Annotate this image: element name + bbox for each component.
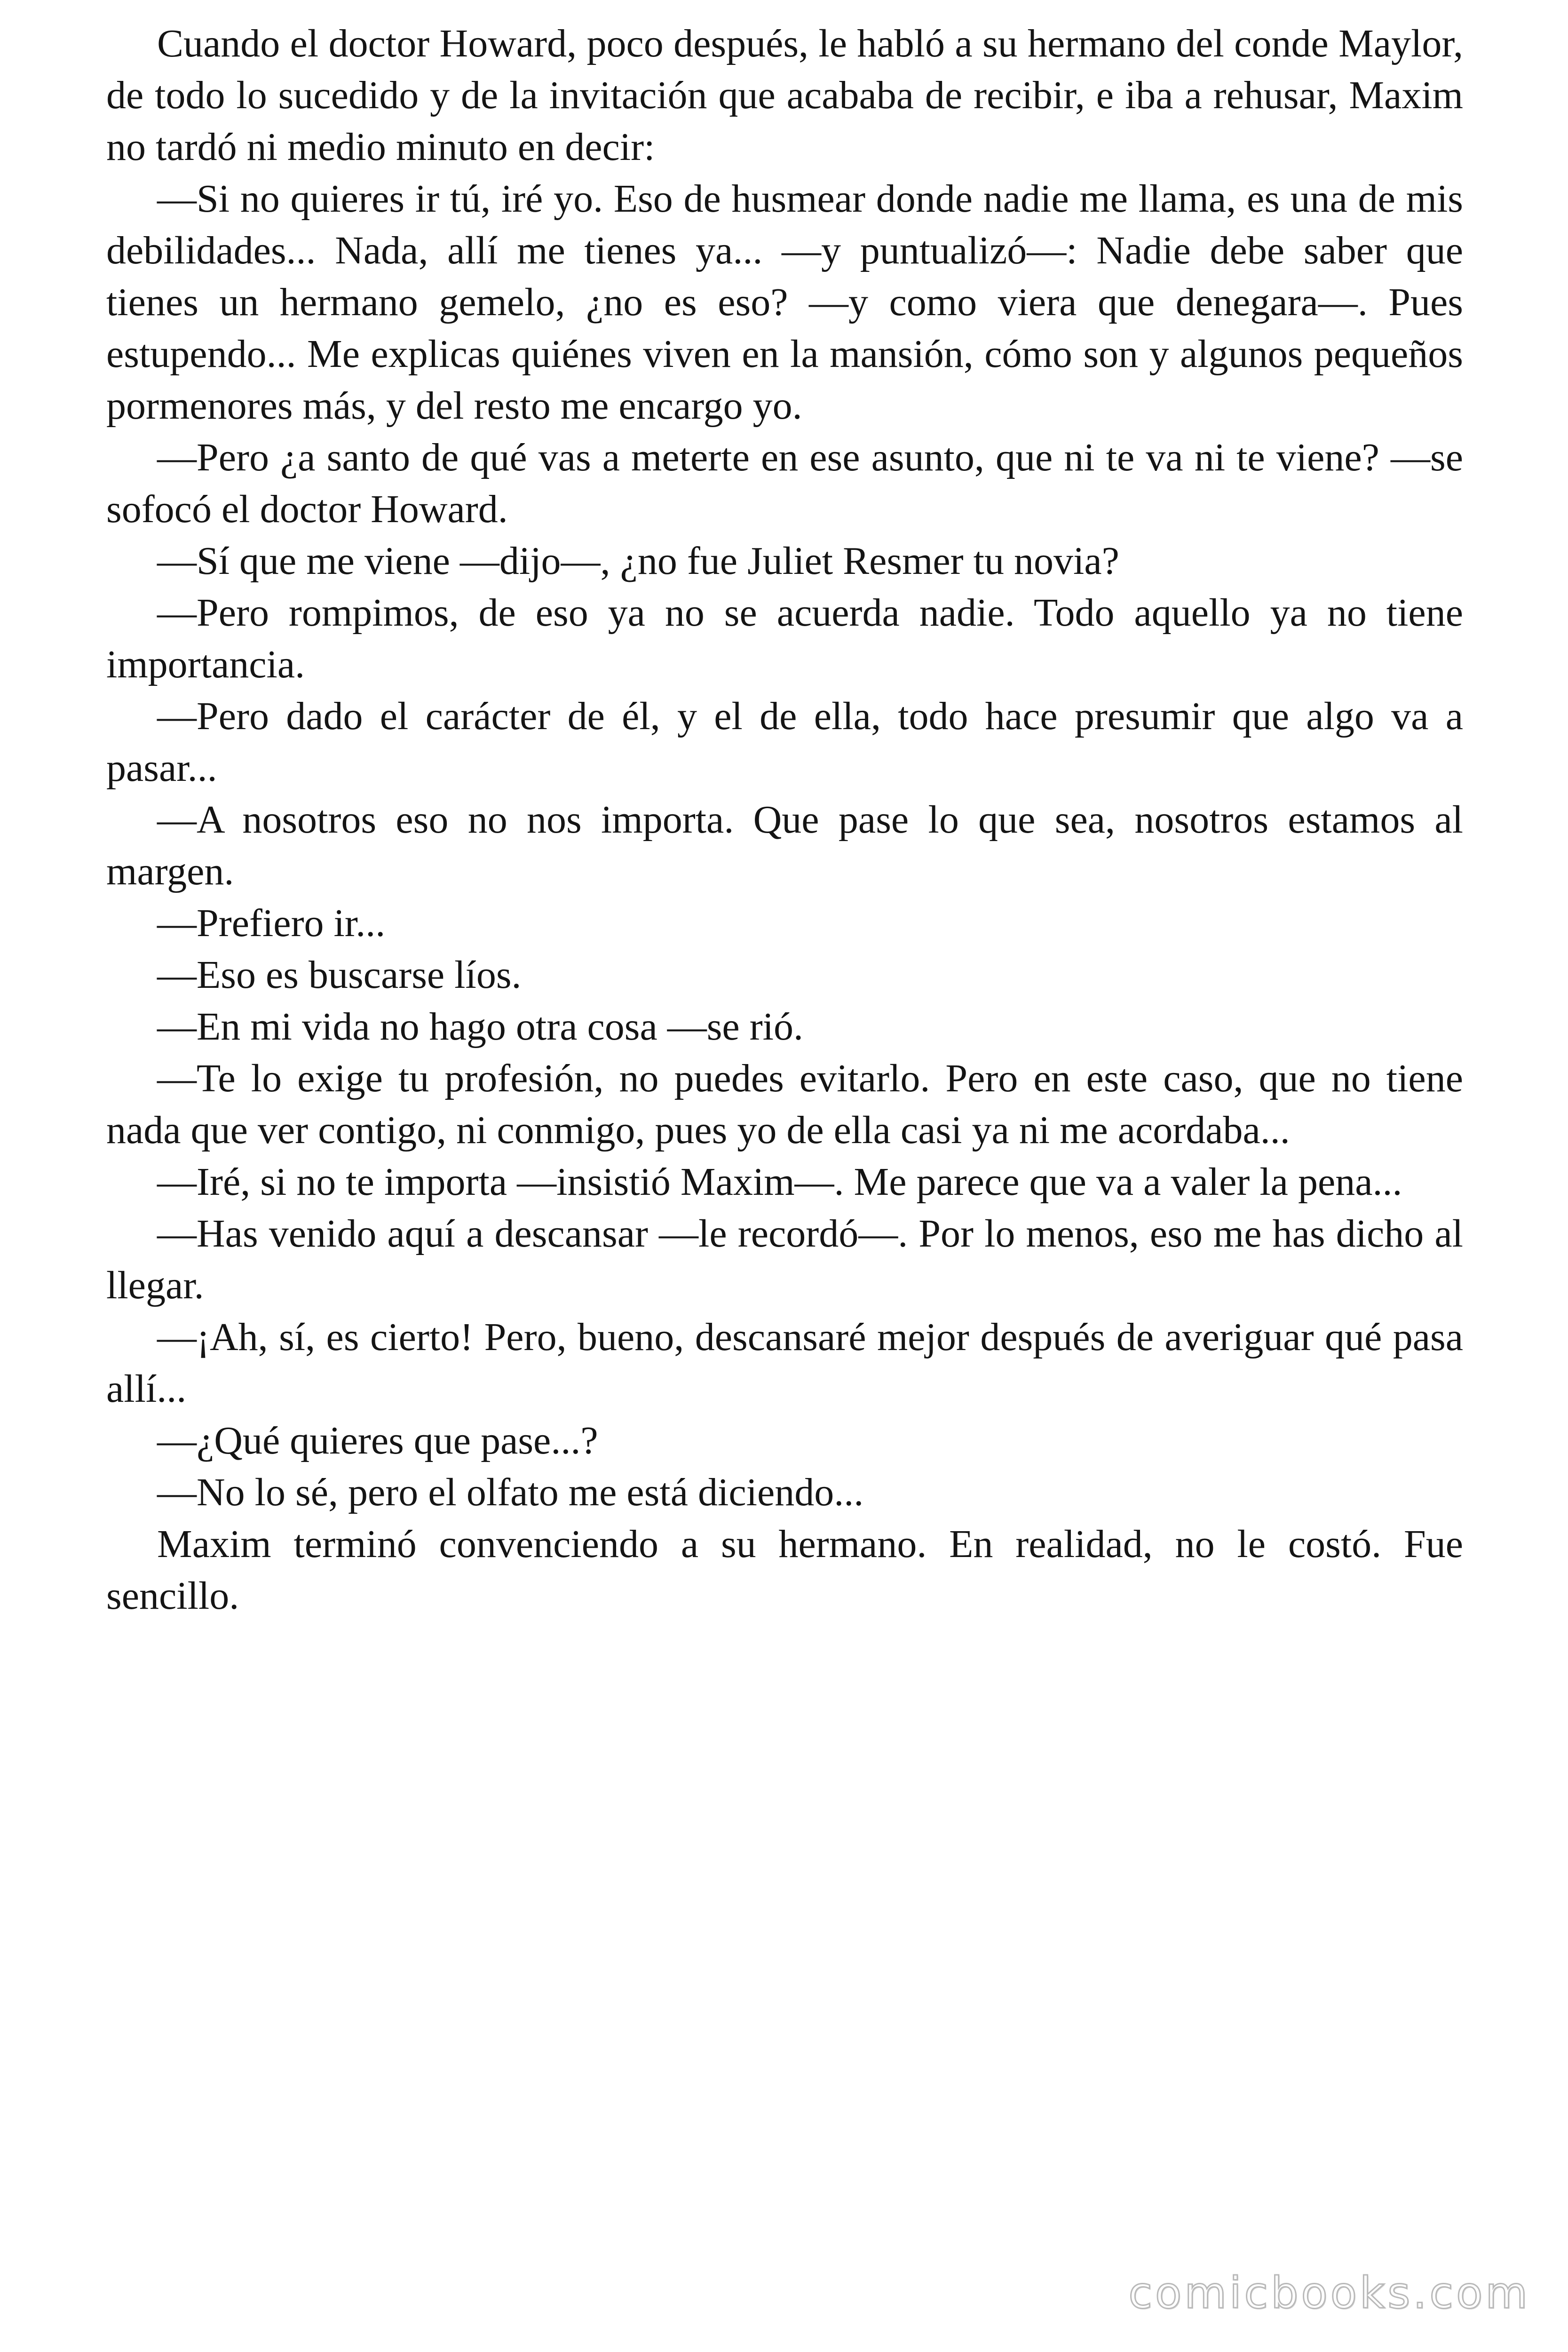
paragraph-8: —Prefiero ir...	[157, 901, 386, 945]
watermark-logo: comicbooks.com	[1128, 2268, 1530, 2318]
paragraph-14: —¡Ah, sí, es cierto! Pero, bueno, descansaré mejor después de averiguar qué pasa allí...	[106, 1315, 1463, 1411]
paragraph-9: —Eso es buscarse líos.	[157, 953, 522, 997]
paragraph-16: —No lo sé, pero el olfato me está diciendo...	[157, 1470, 864, 1514]
paragraph-12: —Iré, si no te importa —insistió Maxim—. Me parece que va a valer la pena...	[157, 1160, 1402, 1204]
paragraph-3: —Pero ¿a santo de qué vas a meterte en ese asunto, que ni te va ni te viene? —se sofocó el doctor Howard.	[106, 436, 1463, 531]
paragraph-2: —Si no quieres ir tú, iré yo. Eso de husmear donde nadie me llama, es una de mis debilidades... Nada, allí me tienes ya... —y puntualizó—: Nadie debe saber que tienes un hermano gemelo, ¿no es eso? —y como viera que denegara—. Pues estupendo... Me explicas quiénes viven en la mansión, cómo son y algunos pequeños pormenores más, y del resto me encargo yo.	[106, 177, 1463, 428]
paragraph-5: —Pero rompimos, de eso ya no se acuerda nadie. Todo aquello ya no tiene importancia.	[106, 591, 1463, 686]
page-body-text	[106, 18, 1463, 1622]
paragraph-11: —Te lo exige tu profesión, no puedes evitarlo. Pero en este caso, que no tiene nada que ver contigo, ni conmigo, pues yo de ella casi ya ni me acordaba...	[106, 1057, 1463, 1152]
paragraph-1: Cuando el doctor Howard, poco después, le habló a su hermano del conde Maylor, de todo lo sucedido y de la invitación que acababa de recibir, e iba a rehusar, Maxim no tardó ni medio minuto en decir:	[106, 22, 1463, 169]
paragraph-15: —¿Qué quieres que pase...?	[157, 1419, 598, 1462]
paragraph-13: —Has venido aquí a descansar —le recordó—. Por lo menos, eso me has dicho al llegar.	[106, 1212, 1463, 1307]
paragraph-4: —Sí que me viene —dijo—, ¿no fue Juliet Resmer tu novia?	[157, 539, 1119, 583]
paragraph-10: —En mi vida no hago otra cosa —se rió.	[157, 1005, 804, 1049]
paragraph-17: Maxim terminó convenciendo a su hermano. En realidad, no le costó. Fue sencillo.	[106, 1522, 1463, 1618]
paragraph-7: —A nosotros eso no nos importa. Que pase lo que sea, nosotros estamos al margen.	[106, 798, 1463, 893]
paragraph-6: —Pero dado el carácter de él, y el de ella, todo hace presumir que algo va a pasar...	[106, 694, 1463, 790]
